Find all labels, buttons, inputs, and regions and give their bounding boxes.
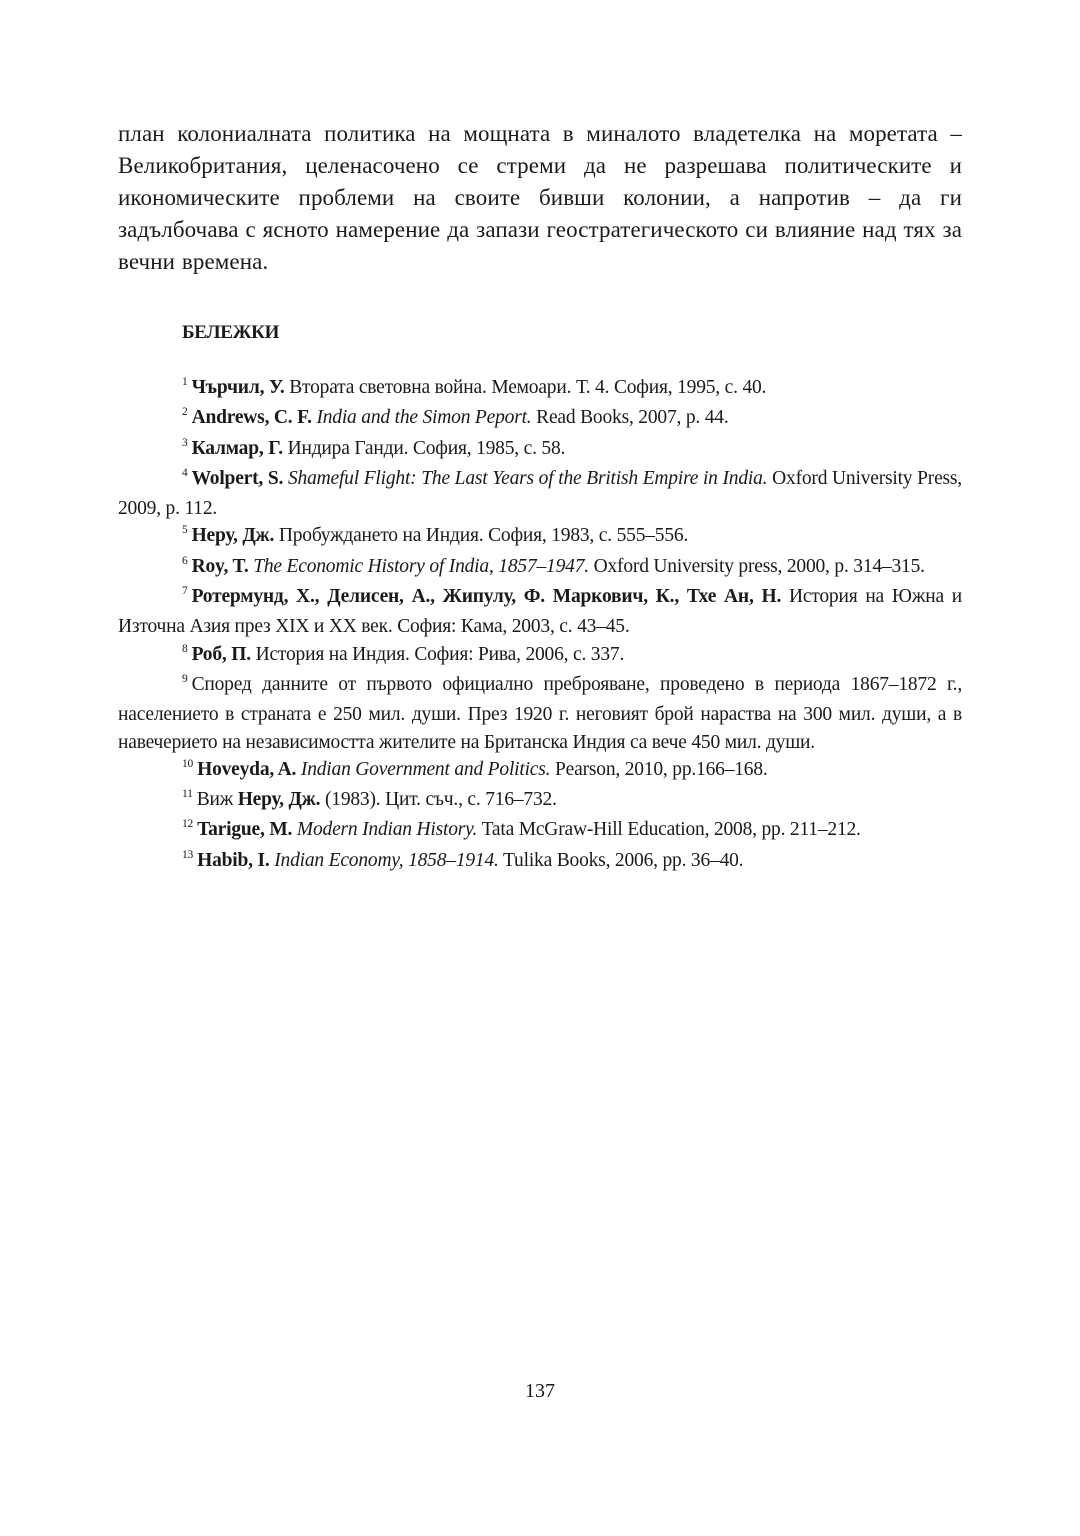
note-2 [118,404,962,434]
note-text: Tulika Books, 2006, pp. 36–40. [503,849,744,871]
note-title: Indian Economy, 1858–1914. [274,849,499,871]
note-author: Hoveyda, A. [197,758,297,780]
note-text: Pearson, 2010, pp.166–168. [555,758,768,780]
note-text: Oxford University Press, 2009, p. 112. [118,467,962,520]
note-number: 4 [182,466,188,479]
note-text: Read Books, 2007, p. 44. [536,407,729,429]
note-11 [118,786,962,816]
note-title: Modern Indian History. [296,819,478,841]
note-number: 10 [182,757,194,770]
note-12 [118,816,962,846]
note-author: Andrews, C. F. [191,407,312,429]
note-text: Индира Ганди. София, 1985, с. 58. [287,437,566,459]
body-paragraph: план колониалната политика на мощната в миналото владетелка на моретата – Великобритания, целенасочено се стреми да не разрешава политическите и икономическите проблеми на своите бивши колонии, а напротив – да ги задълбочава с ясното намерение да запази геостратегическото си влияние над тях за вечни времена. [118,121,962,274]
note-number: 13 [182,848,194,861]
note-author: Ротермунд, Х., Делисен, А., Жипулу, Ф. Маркович, К., Тхе Ан, Н. [191,586,782,608]
note-text: История на Индия. София: Рива, 2006, с. 337. [255,643,625,665]
note-6 [118,553,962,583]
note-author: Roy, T. [191,555,249,577]
notes-heading: БЕЛЕЖКИ [182,322,280,343]
note-3 [118,435,962,465]
note-title: Shameful Flight: The Last Years of the British Empire in India. [287,467,768,489]
note-number: 7 [182,585,188,598]
note-9 [118,671,962,756]
note-author: Роб, П. [191,643,251,665]
note-author: Tarigue, M. [197,819,293,841]
note-text: Oxford University press, 2000, p. 314–315. [593,555,925,577]
note-prefix: Виж [196,789,234,811]
note-number: 6 [182,554,188,567]
note-text: Tata McGraw-Hill Education, 2008, pp. 211–212. [481,819,861,841]
note-author: Неру, Дж. [191,525,275,547]
note-number: 11 [182,788,193,801]
note-number: 8 [182,642,188,655]
note-author: Wolpert, S. [191,467,284,489]
note-title: Indian Government and Politics. [300,758,551,780]
note-text: Пробуждането на Индия. София, 1983, с. 555–556. [278,525,689,547]
note-author: Калмар, Г. [191,437,283,459]
page-number: 137 [525,1380,555,1402]
note-number: 1 [182,376,188,388]
note-author: Чърчил, У. [191,377,285,398]
note-title: The Economic History of India, 1857–1947. [253,555,589,577]
note-10 [118,756,962,786]
note-author: Habib, I. [197,849,270,871]
note-7 [118,583,962,641]
note-title: India and the Simon Peport. [316,407,532,429]
note-text: Според данните от първото официално преброяване, проведено в периода 1867–1872 г., населението в страната е 250 мил. души. През 1920 г. неговият брой нараства на 300 мил. души, а в навечерието на независимостта жителите на Британска Индия са вече 450 мил. души. [118,673,962,753]
page-content [118,118,962,877]
note-8 [118,641,962,671]
note-4 [118,465,962,523]
note-number: 2 [182,406,188,419]
note-number: 5 [182,524,188,537]
notes-list [118,374,962,877]
note-number: 3 [182,436,188,449]
note-number: 12 [182,818,194,831]
note-13 [118,847,962,877]
note-5 [118,522,962,552]
note-text: Втората световна война. Мемоари. Т. 4. София, 1995, с. 40. [289,377,767,398]
note-author: Неру, Дж. [237,789,321,811]
note-1 [118,374,962,404]
note-number: 9 [182,672,188,685]
note-text: История на Южна и Източна Азия през XIX и XX век. София: Кама, 2003, с. 43–45. [118,586,962,638]
note-text: (1983). Цит. съч., с. 716–732. [324,789,557,811]
